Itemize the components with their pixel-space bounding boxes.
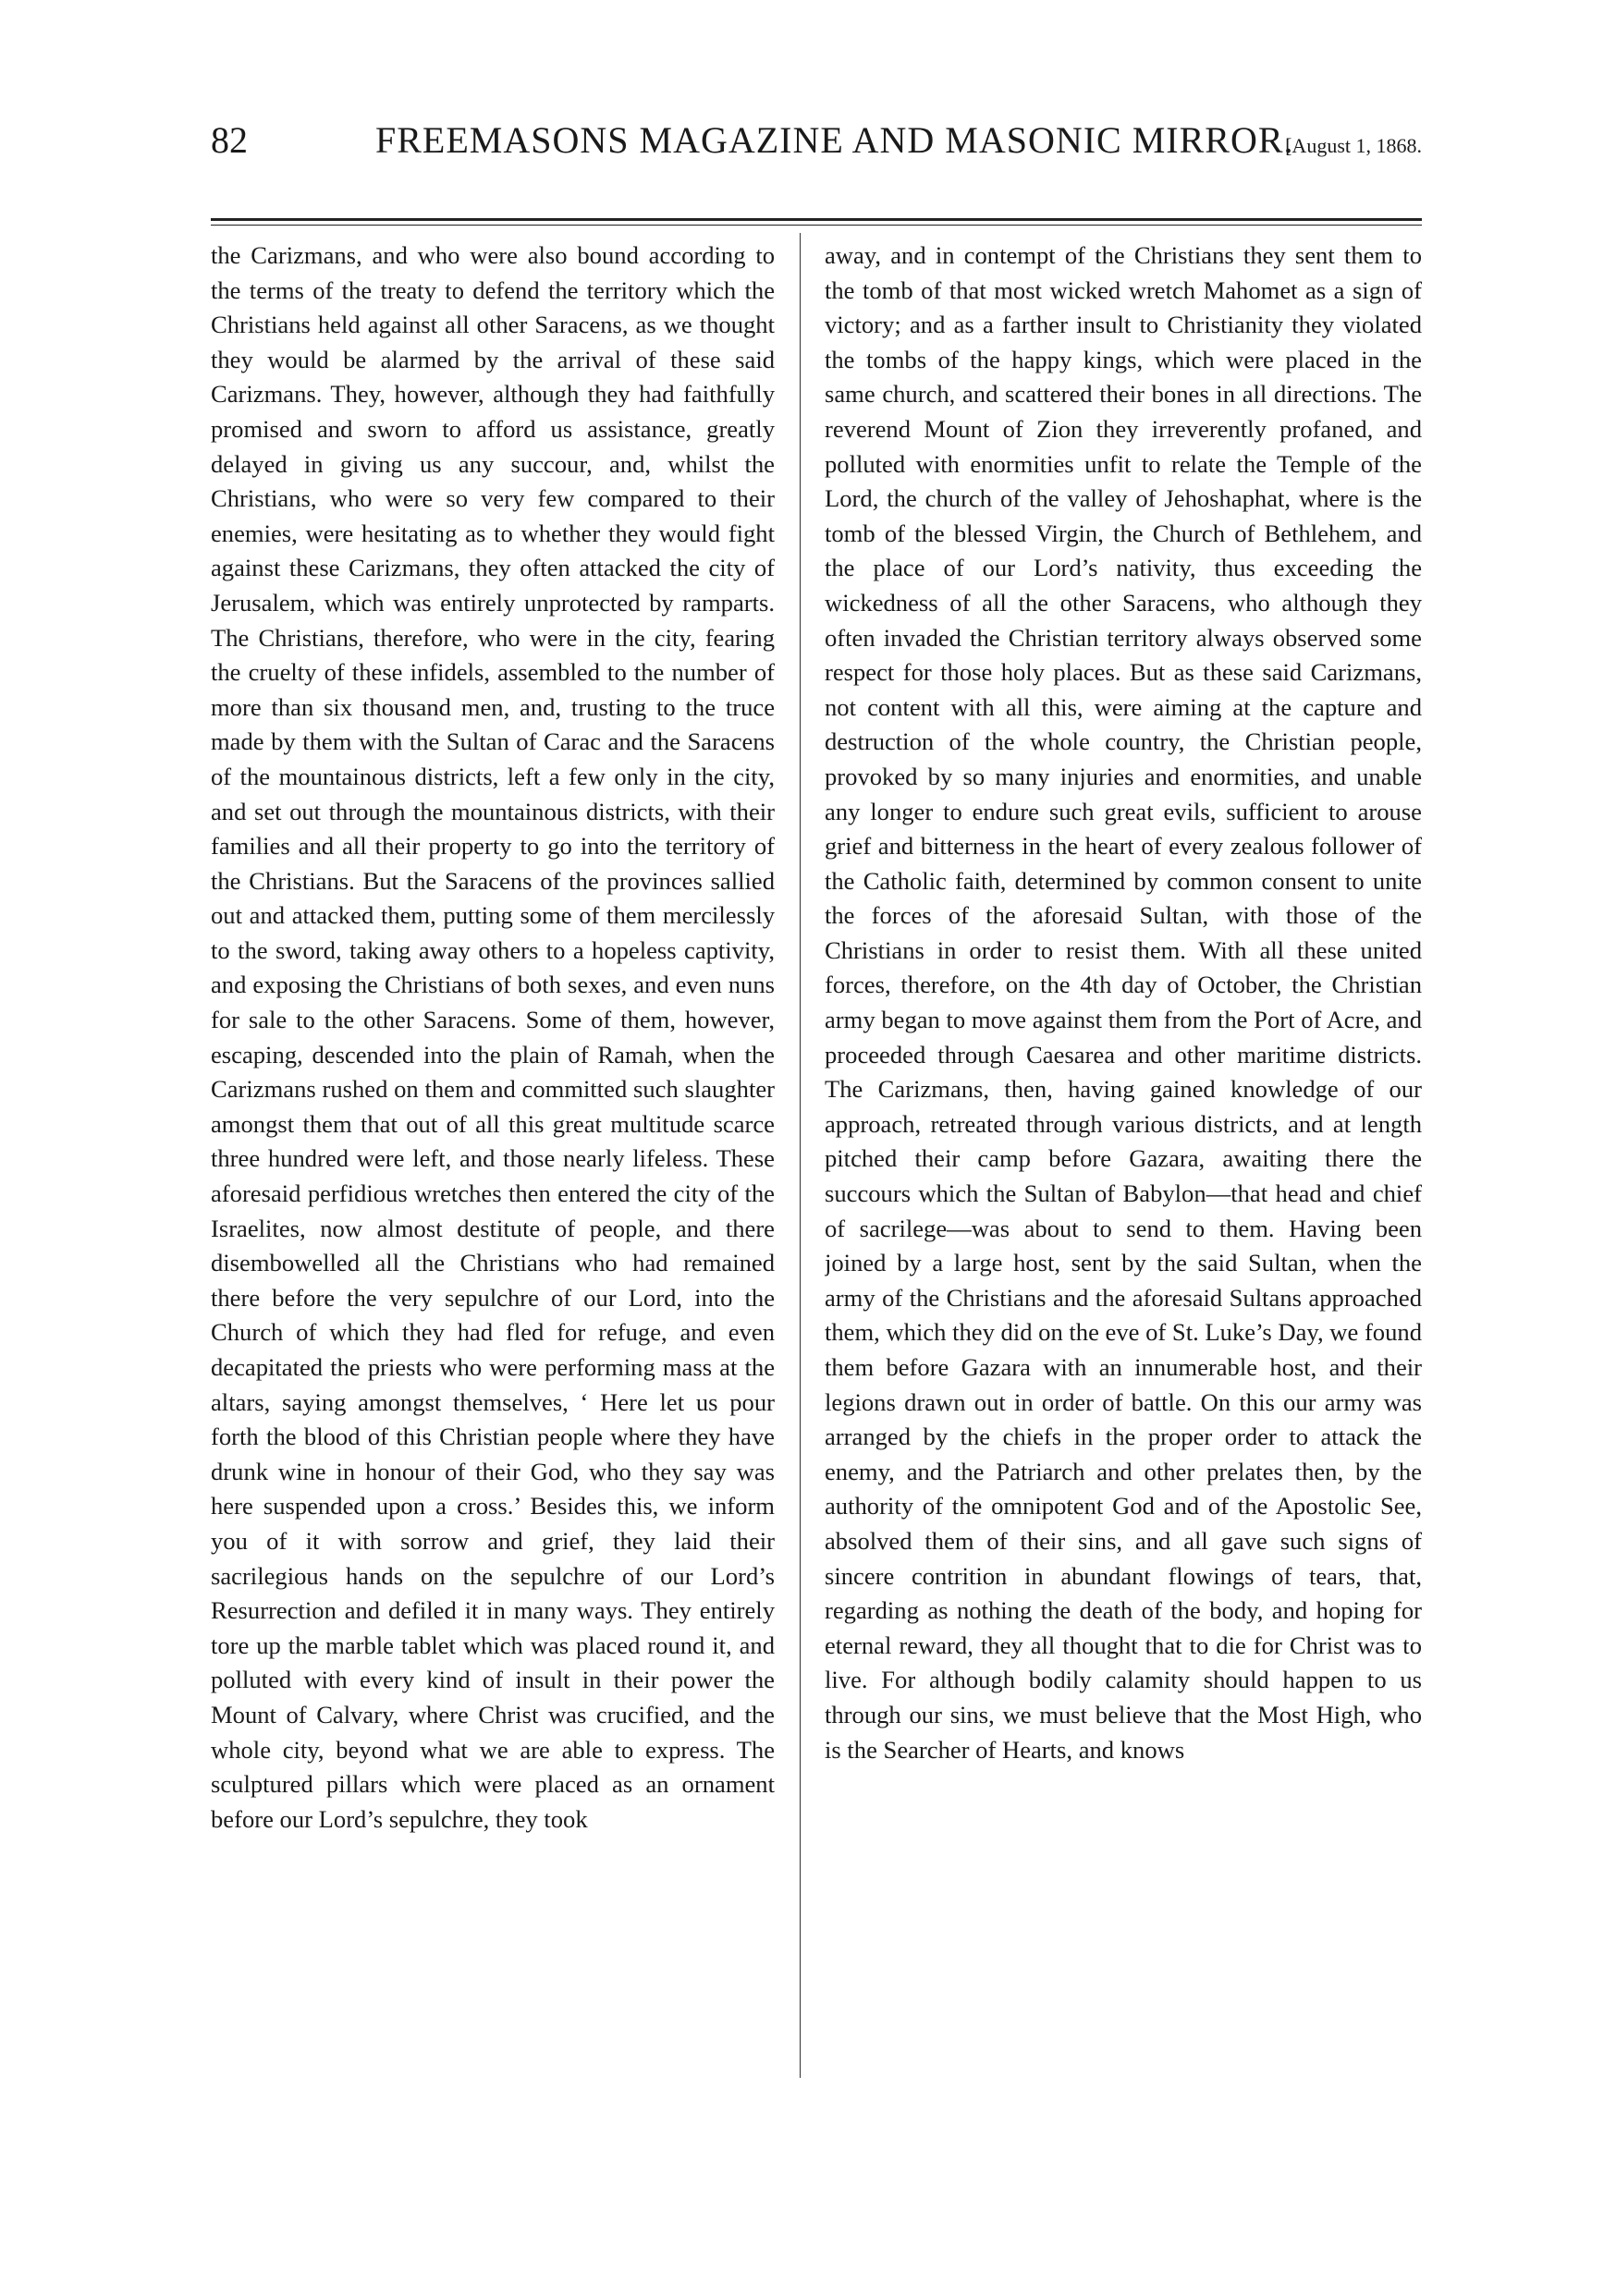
left-column-text: the Carizmans, and who were also bound according to the terms of the treaty to defend the territory which the Christians held against all other Saracens, as we thought they would be alarmed by the arrival of these said Carizmans. They, however, although they had faithfully promised and sworn to afford us assistance, greatly delayed in giving us any succour, and, whilst the Christians, who were so very few compared to their enemies, were hesitating as to whether they would fight against these Carizmans, they often attacked the city of Jerusalem, which was entirely unprotected by ramparts. The Christians, therefore, who were in the city, fearing the cruelty of these infidels, assembled to the number of more than six thousand men, and, trusting to the truce made by them with the Sultan of Carac and the Saracens of the mountainous districts, left a few only in the city, and set out through the mountainous districts, with their families and all their property to go into the territory of the Christians. But the Saracens of the provinces sallied out and attacked them, putting some of them mercilessly to the sword, taking away others to a hopeless captivity, and exposing the Christians of both sexes, and even nuns for sale to the other Saracens. Some of them, however, escaping, descended into the plain of Ramah, when the Carizmans rushed on them and committed such slaughter amongst them that out of all this great multitude scarce three hundred were left, and those nearly lifeless. These aforesaid perfidious wretches then entered the city of the Israelites, now almost destitute of people, and there disembowelled all the Christians who had remained there before the very sepulchre of our Lord, into the Church of which they had fled for refuge, and even decapitated the priests who were performing mass at the altars, saying amongst themselves, ‘ Here let us pour forth the blood of this Christian people where they have drunk wine in honour of their God, who they say was here suspended upon a cross.’ Besides this, we inform you of it with sorrow and grief, they laid their sacrilegious hands on the sepulchre of our Lord’s Resurrection and defiled it in many ways. They entirely tore up the marble tablet which was placed round it, and polluted with every kind of insult in their power the Mount of Calvary, where Christ was crucified, and the whole city, beyond what we are able to express. The sculptured pillars which were placed as an ornament before our Lord’s sepulchre, they took <box>211 241 775 1833</box>
issue-date: [August 1, 1868. <box>1285 134 1422 157</box>
column-divider <box>800 233 801 2078</box>
right-column <box>825 238 1422 2087</box>
page-header <box>211 113 1422 168</box>
left-column <box>211 238 775 2087</box>
page-number: 82 <box>211 119 248 161</box>
header-rule-thin <box>211 225 1422 226</box>
right-column-text: away, and in contempt of the Christians they sent them to the tomb of that most wicked wretch Mahomet as a sign of victory; and as a farther insult to Christianity they violated the tombs of the happy kings, which were placed in the same church, and scattered their bones in all directions. The reverend Mount of Zion they irreverently profaned, and polluted with enormities unfit to relate the Temple of the Lord, the church of the valley of Jehoshaphat, where is the tomb of the blessed Virgin, the Church of Bethlehem, and the place of our Lord’s nativity, thus exceeding the wickedness of all the other Saracens, who although they often invaded the Christian territory always observed some respect for those holy places. But as these said Carizmans, not content with all this, were aiming at the capture and destruction of the whole country, the Christian people, provoked by so many injuries and enormities, and unable any longer to endure such great evils, sufficient to arouse grief and bitterness in the heart of every zealous follower of the Catholic faith, determined by common consent to unite the forces of the aforesaid Sultan, with those of the Christians in order to resist them. With all these united forces, therefore, on the 4th day of October, the Christian army began to move against them from the Port of Acre, and proceeded through Caesarea and other maritime districts. The Carizmans, then, having gained knowledge of our approach, retreated through various districts, and at length pitched their camp before Gazara, awaiting there the succours which the Sultan of Babylon—that head and chief of sacrilege—was about to send to them. Having been joined by a large host, sent by the said Sultan, when the army of the Christians and the aforesaid Sultans approached them, which they did on the eve of St. Luke’s Day, we found them before Gazara with an innumerable host, and their legions drawn out in order of battle. On this our army was arranged by the chiefs in the proper order to attack the enemy, and the Patriarch and other prelates then, by the authority of the omnipotent God and of the Apostolic See, absolved them of their sins, and all gave such signs of sincere contrition in abundant flowings of tears, that, regarding as nothing the death of the body, and hoping for eternal reward, they all thought that to die for Christ was to live. For although bodily calamity should happen to us through our sins, we must believe that the Most High, who is the Searcher of Hearts, and knows <box>825 241 1422 1764</box>
masthead-title: FREEMASONS MAGAZINE AND MASONIC MIRROR. <box>375 119 1294 161</box>
header-rule-thick <box>211 218 1422 221</box>
